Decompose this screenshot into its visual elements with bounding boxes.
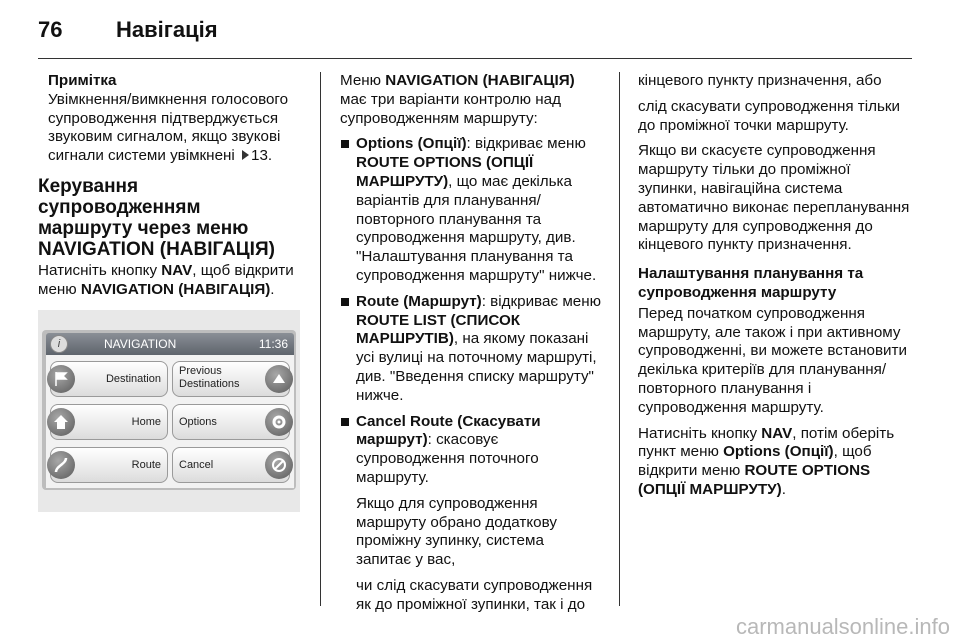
intro-paragraph: Меню NAVIGATION (НАВІГАЦІЯ) має три варіанти контролю над супроводженням маршруту:: [340, 72, 575, 127]
note-text: Увімкнення/вимкнення голосового супроводження підтверджується звуковим сигналом, якщо звукові сигнали системи увімкнені 13.: [48, 90, 289, 165]
cancel-icon: [265, 451, 293, 479]
section-paragraph: Натисніть кнопку NAV, щоб відкрити меню NAVIGATION (НАВІГАЦІЯ).: [38, 261, 294, 298]
nav-button-area: [46, 355, 294, 488]
paragraph: Перед початком супроводження маршруту, але також і при активному супроводженні, ви можете встановити декілька критеріїв для планування/ повторного планування і супроводження маршруту.: [638, 304, 907, 416]
route-button: Route: [50, 447, 168, 483]
subsection-heading: Налаштування планування та супроводження маршруту: [638, 265, 864, 301]
home-button: Home: [50, 404, 168, 440]
header-rule: [38, 58, 912, 59]
gear-icon: [265, 408, 293, 436]
home-icon: [47, 408, 75, 436]
watermark: carmanualsonline.info: [735, 614, 950, 639]
note-box: [38, 72, 300, 166]
info-icon: i: [50, 335, 68, 353]
options-list: [340, 135, 602, 614]
column-divider: [320, 72, 321, 606]
note-title: Примітка: [48, 72, 117, 89]
previous-destinations-button: Previous Destinations: [172, 361, 290, 397]
list-item: Cancel Route (Скасувати маршрут): скасовує супроводження поточного маршруту. Якщо для супроводження маршруту обрано додаткову проміжну зупинку, система запитає у вас, чи слід скасувати супроводження як до проміжної зупинки, так і до: [340, 413, 602, 615]
paragraph: слід скасувати супроводження тільки до проміжної точки маршруту.: [638, 97, 901, 134]
column-1: [38, 72, 300, 307]
nav-title-bar: [46, 333, 294, 355]
list-item: Route (Маршрут): відкриває меню ROUTE LIST (СПИСОК МАРШРУТІВ), на якому показані усі вулиці на поточному маршруті, див. "Введення списку маршруту" нижче.: [340, 293, 602, 406]
cancel-button: Cancel: [172, 447, 290, 483]
list-subparagraph: чи слід скасувати супроводження як до проміжної зупинки, так і до: [356, 576, 593, 613]
note-ref: 13.: [251, 147, 273, 165]
column-2: [340, 72, 602, 622]
column-3: [638, 72, 910, 507]
nav-title: NAVIGATION: [104, 337, 177, 351]
destination-button: Destination: [50, 361, 168, 397]
list-subparagraph: Якщо для супроводження маршруту обрано додаткову проміжну зупинку, система запитає у вас,: [356, 494, 557, 569]
paragraph: кінцевого пункту призначення, або: [638, 72, 882, 89]
destination-flag-icon: [47, 365, 75, 393]
paragraph: Якщо ви скасуєте супроводження маршруту тільки до проміжної зупинки, навігаційна система автоматично виконає перепланування маршруту для супроводження до кінцевого пункту призначення.: [638, 142, 910, 254]
column-divider: [619, 72, 620, 606]
page-number: 76: [38, 17, 63, 42]
nav-time: 11:36: [258, 337, 288, 351]
paragraph: Натисніть кнопку NAV, потім оберіть пункт меню Options (Опції), щоб відкрити меню ROUTE OPTIONS (ОПЦІЇ МАРШРУТУ).: [638, 424, 895, 498]
page-title: Навігація: [116, 17, 218, 42]
route-icon: [47, 451, 75, 479]
section-heading: Керування супроводженням маршруту через меню NAVIGATION (НАВІГАЦІЯ): [38, 175, 275, 260]
list-item: Options (Опції): відкриває меню ROUTE OPTIONS (ОПЦІЇ МАРШРУТУ), що має декілька варіантів для планування/ повторного планування та супроводження маршруту, див. "Налаштування планування та супроводження маршруту" нижче.: [340, 135, 602, 285]
page-header: [38, 14, 218, 46]
page-ref-icon: [242, 150, 249, 160]
history-icon: [265, 365, 293, 393]
options-button: Options: [172, 404, 290, 440]
navigation-screen-image: [38, 310, 300, 512]
